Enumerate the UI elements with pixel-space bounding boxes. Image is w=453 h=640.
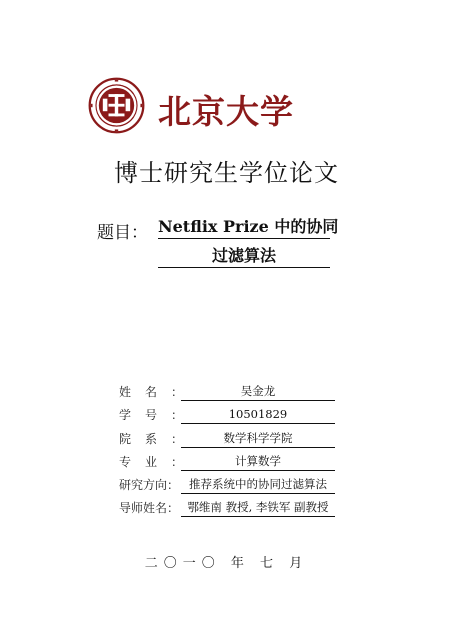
info-row-advisor — [119, 498, 339, 518]
info-value: 10501829 — [181, 405, 335, 424]
title-label: 题目： — [97, 223, 148, 243]
peking-university-seal-icon — [88, 77, 145, 134]
info-row-major — [119, 452, 339, 472]
info-value: 鄂维南 教授, 李铁军 副教授 — [181, 498, 335, 517]
submission-date: 二〇一〇 年 七 月 — [144, 556, 309, 571]
info-label: 研究方向： — [119, 478, 180, 492]
thesis-title-line-1: Netflix Prize 中的协同 — [158, 216, 330, 239]
university-header — [88, 77, 328, 137]
info-label: 院系： — [119, 432, 198, 446]
info-value: 推荐系统中的协同过滤算法 — [181, 475, 335, 494]
info-row-department — [119, 429, 339, 449]
info-value: 吴金龙 — [181, 382, 335, 401]
info-value: 计算数学 — [181, 452, 335, 471]
info-label: 专业： — [119, 455, 198, 469]
info-row-name — [119, 382, 339, 402]
info-row-research-direction — [119, 475, 339, 495]
thesis-title-line-2: 过滤算法 — [158, 245, 330, 268]
info-label: 学号： — [119, 408, 198, 422]
info-row-student-id — [119, 405, 339, 425]
document-type-heading: 博士研究生学位论文 — [114, 159, 339, 187]
info-value: 数学科学学院 — [181, 429, 335, 448]
university-name: 北京大学 — [158, 92, 294, 131]
info-label: 姓名： — [119, 385, 198, 399]
info-label: 导师姓名： — [119, 501, 180, 515]
